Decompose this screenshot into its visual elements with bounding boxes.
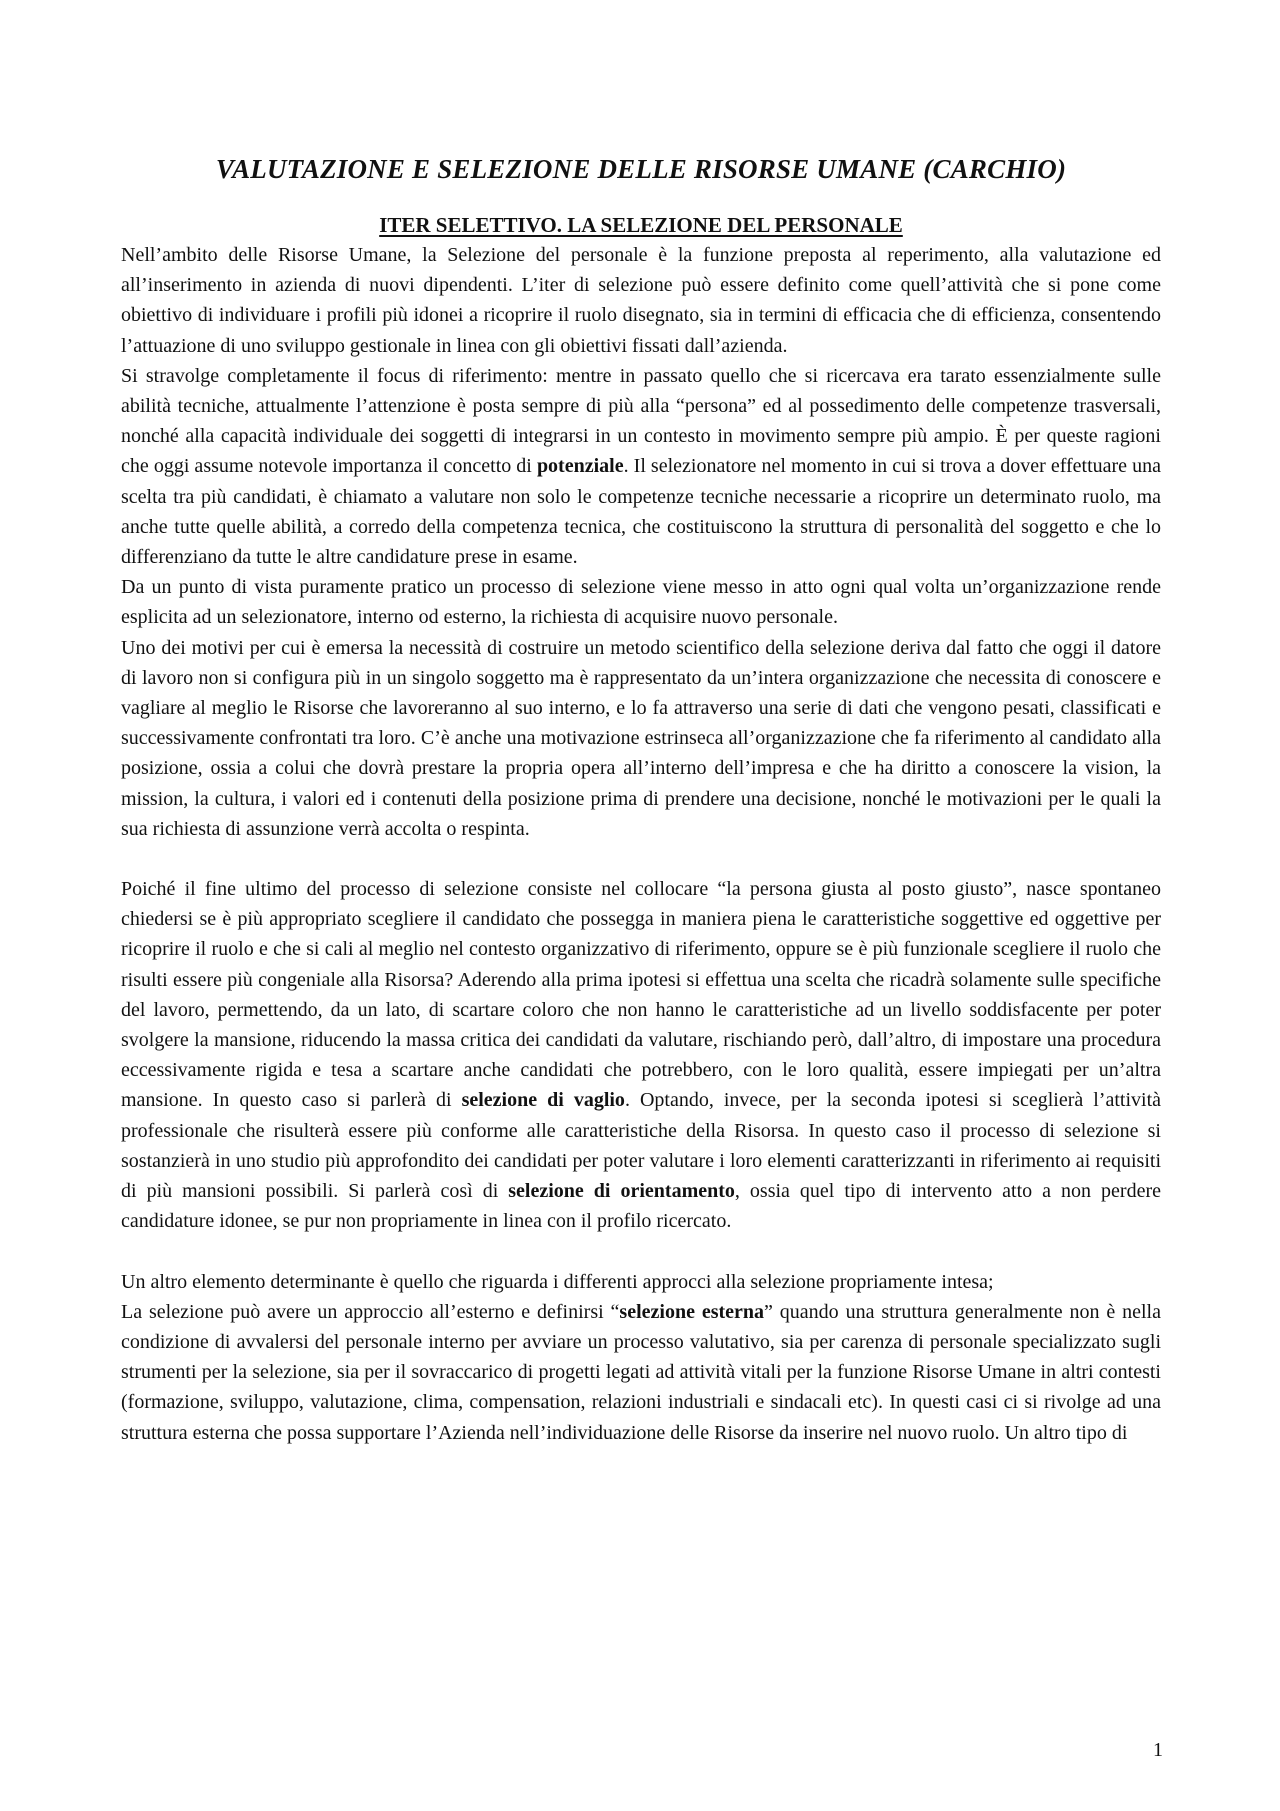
term-selezione-di-vaglio: selezione di vaglio [461,1089,625,1112]
term-selezione-esterna: selezione esterna [619,1300,765,1323]
paragraph-7-text-b: ” quando una struttura generalmente non è nella condizione di avvalersi del personale interno per avviare un processo valutativo, sia per carenza di personale specializzato sugli strumenti per la selezione, sia per il sovraccarico di progetti legati ad attività vitali per la funzione Risorse Umane in altri contesti (formazione, sviluppo, valutazione, clima, compensation, relazioni industriali e sindacali etc). In questi casi ci si rivolge ad una struttura esterna che possa supportare l’Azienda nell’individuazione delle Risorse da inserire nel nuovo ruolo. Un altro tipo di [121,1300,1161,1444]
paragraph-5-text-a: Poiché il fine ultimo del processo di selezione consiste nel collocare “la persona giusta al posto giusto”, nasce spontaneo chiedersi se è più appropriato scegliere il candidato che possegga in maniera piena le caratteristiche soggettive ed oggettive per ricoprire il ruolo e che si cali al meglio nel contesto organizzativo di riferimento, oppure se è più funzionale scegliere il ruolo che risulti essere più congeniale alla Risorsa? Aderendo alla prima ipotesi si effettua una scelta che ricadrà solamente sulle specifiche del lavoro, permettendo, da un lato, di scartare coloro che non hanno le caratteristiche ad un livello soddisfacente per poter svolgere la mansione, riducendo la massa critica dei candidati da valutare, rischiando però, dall’altro, di impostare una procedura eccessivamente rigida e tesa a scartare anche candidati che potrebbero, con le loro qualità, essere impiegati per un’altra mansione. In questo caso si parlerà di [121,878,1161,1112]
paragraph-6: Un altro elemento determinante è quello che riguarda i differenti approcci alla selezione propriamente intesa; [121,1270,994,1293]
paragraph-7-text-a: La selezione può avere un approccio all’esterno e definirsi “ [121,1300,620,1323]
paragraph-3: Da un punto di vista puramente pratico un processo di selezione viene messo in atto ogni qual volta un’organizzazione rende esplicita ad un selezionatore, interno od esterno, la richiesta di acquisire nuovo personale. [121,576,1161,629]
paragraph-7 [121,1297,1161,1448]
page-number: 1 [1153,1739,1163,1761]
section-heading-text: ITER SELETTIVO. LA SELEZIONE DEL PERSONALE [379,213,903,237]
paragraph-2-text-a: Si stravolge completamente il focus di riferimento: mentre in passato quello che si ricercava era tarato essenzialmente sulle abilità tecniche, attualmente l’attenzione è posta sempre di più alla “persona” ed al possedimento delle competenze trasversali, nonché alla capacità individuale dei soggetti di integrarsi in un contesto in movimento sempre più ampio. È per queste ragioni che oggi assume notevole importanza il concetto di [121,364,1161,478]
paragraph-5-text-b: . Optando, invece, per la seconda ipotesi si sceglierà l’attività professionale che risulterà essere più conforme alle caratteristiche della Risorsa. In questo caso il processo di selezione si sostanzierà in uno studio più approfondito dei candidati per poter valutare i loro elementi caratterizzanti in riferimento ai requisiti di più mansioni possibili. Si parlerà così di [121,1089,1162,1203]
term-potenziale: potenziale [536,455,624,478]
paragraph-spacer [121,1237,1161,1267]
paragraph-5-text-c: , ossia quel tipo di intervento atto a non perdere candidature idonee, se pur non propriamente in linea con il profilo ricercato. [121,1180,1161,1233]
page-content [121,148,1161,1448]
paragraph-2-text-b: . Il selezionatore nel momento in cui si trova a dover effettuare una scelta tra più candidati, è chiamato a valutare non solo le competenze tecniche necessarie a ricoprire un determinato ruolo, ma anche tutte quelle abilità, a corredo della competenza tecnica, che costituiscono la struttura di personalità del soggetto e che lo differenziano da tutte le altre candidature prese in esame. [121,455,1161,569]
paragraph-2 [121,361,1161,572]
document-title: VALUTAZIONE E SELEZIONE DELLE RISORSE UMANE (CARCHIO) [215,154,1067,184]
section-heading [121,210,1161,240]
paragraph-1: Nell’ambito delle Risorse Umane, la Selezione del personale è la funzione preposta al reperimento, alla valutazione ed all’inserimento in azienda di nuovi dipendenti. L’iter di selezione può essere definito come quell’attività che si pone come obiettivo di individuare i profili più idonei a ricoprire il ruolo disegnato, sia in termini di efficacia che di efficienza, consentendo l’attuazione di uno sviluppo gestionale in linea con gli obiettivi fissati dall’azienda. [121,244,1161,357]
term-selezione-di-orientamento: selezione di orientamento [508,1180,735,1203]
paragraph-4: Uno dei motivi per cui è emersa la necessità di costruire un metodo scientifico della selezione deriva dal fatto che oggi il datore di lavoro non si configura più in un singolo soggetto ma è rappresentato da un’intera organizzazione che necessita di conoscere e vagliare al meglio le Risorse che lavoreranno al suo interno, e lo fa attraverso una serie di dati che vengono pesati, classificati e successivamente confrontati tra loro. C’è anche una motivazione estrinseca all’organizzazione che fa riferimento al candidato alla posizione, ossia a colui che dovrà prestare la propria opera all’interno dell’impresa e che ha diritto a conoscere la vision, la mission, la cultura, i valori ed i contenuti della posizione prima di prendere una decisione, nonché le motivazioni per le quali la sua richiesta di assunzione verrà accolta o respinta. [121,636,1161,840]
paragraph-spacer [121,844,1161,874]
paragraph-5 [121,874,1161,1236]
